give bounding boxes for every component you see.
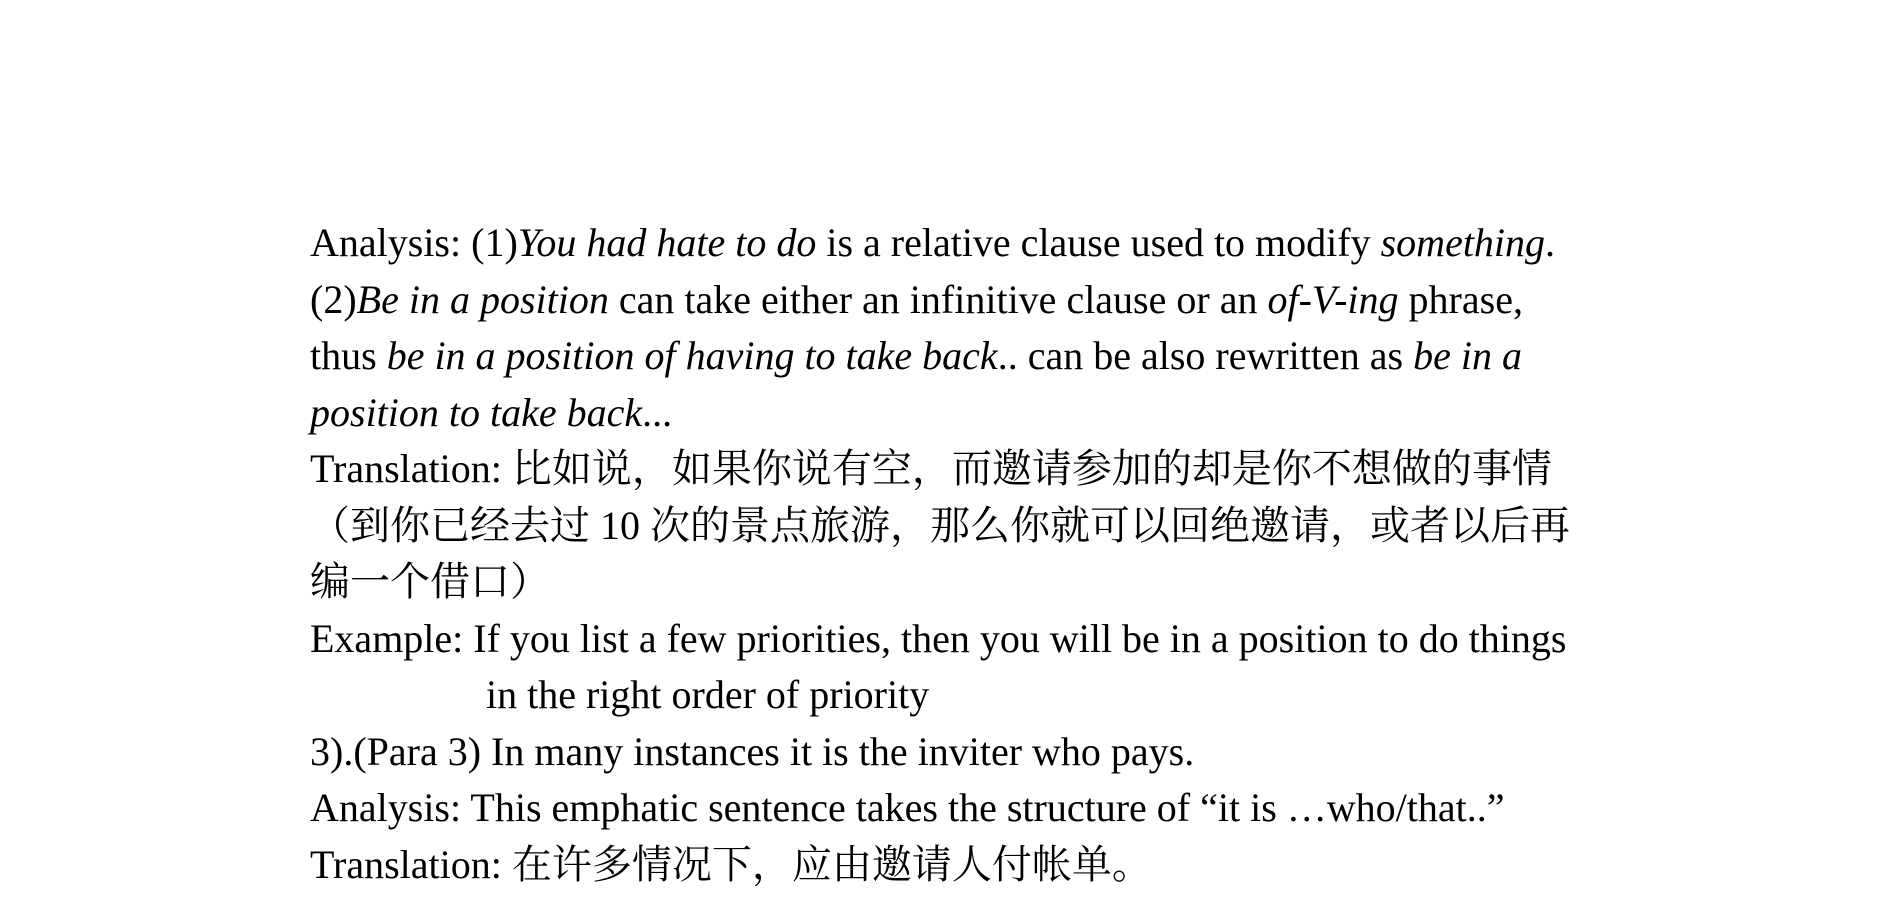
- italic-phrase: position to take back: [310, 389, 643, 435]
- analysis-line-2: [310, 272, 1710, 329]
- italic-phrase: be in a: [1413, 333, 1522, 378]
- example-label: Example:: [310, 615, 474, 661]
- italic-phrase: Be in a position: [356, 276, 609, 322]
- analysis-line-1: [310, 215, 1710, 272]
- text-run: (2): [310, 276, 357, 322]
- text-run: .. can be also rewritten as: [997, 333, 1414, 378]
- point-3-heading: [310, 724, 1710, 781]
- translation-label: Translation:: [310, 446, 512, 491]
- text-run: is a relative clause used to modify: [816, 220, 1381, 265]
- point-3-analysis: [310, 780, 1710, 837]
- example-line-2: [310, 667, 1710, 724]
- document-page: [310, 215, 1710, 893]
- text-run: ...: [642, 389, 673, 435]
- translation-text: 比如说，如果你说有空，而邀请参加的却是你不想做的事情: [511, 446, 1552, 491]
- translation-label: Translation:: [310, 841, 512, 887]
- analysis-line-3: [310, 328, 1710, 385]
- translation-text: （到你已经去过 10 次的景点旅游，那么你就可以回绝邀请，或者以后再: [310, 502, 1570, 548]
- translation-text: 编一个借口）: [310, 559, 550, 604]
- italic-phrase: be in a position of having to take back: [386, 333, 998, 378]
- italic-phrase: of-V-ing: [1267, 276, 1399, 322]
- analysis-text: This emphatic sentence takes the structure of “it is …who/that..”: [470, 785, 1505, 830]
- point-heading-text: 3).(Para 3) In many instances it is the inviter who pays.: [310, 728, 1195, 774]
- italic-phrase: You had hate to do: [517, 220, 817, 265]
- example-line-1: [310, 611, 1710, 668]
- example-text: If you list a few priorities, then you will be in a position to do things: [473, 615, 1567, 661]
- translation-line-3: [310, 554, 1710, 611]
- example-text: in the right order of priority: [486, 672, 930, 717]
- translation-line-1: [310, 441, 1710, 498]
- text-run: thus: [310, 333, 387, 378]
- translation-line-2: [310, 498, 1710, 555]
- analysis-label: Analysis:: [310, 220, 472, 265]
- translation-text: 在许多情况下，应由邀请人付帐单。: [511, 841, 1152, 887]
- text-run: can take either an infinitive clause or an: [608, 276, 1268, 322]
- text-run: phrase,: [1398, 276, 1523, 322]
- analysis-label: Analysis:: [310, 785, 471, 830]
- text-run: (1): [471, 220, 518, 265]
- point-3-translation: [310, 837, 1710, 894]
- text-run: .: [1545, 220, 1556, 265]
- italic-phrase: something: [1380, 220, 1546, 265]
- analysis-line-4: [310, 385, 1710, 442]
